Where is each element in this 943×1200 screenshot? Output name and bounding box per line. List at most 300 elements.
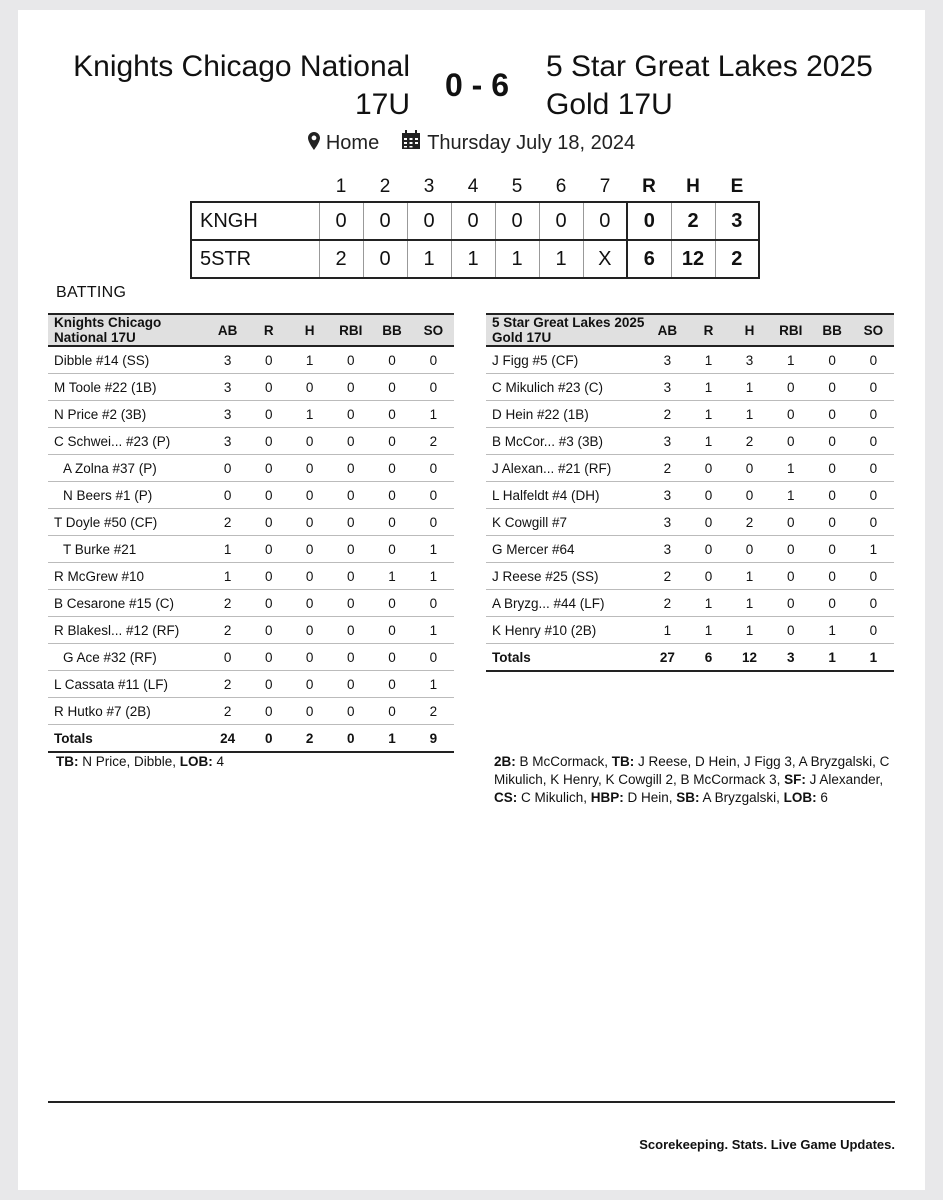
batter-stat: 0: [248, 644, 289, 671]
away-batting-notes: [56, 753, 446, 771]
batter-stat: 0: [330, 536, 371, 563]
line-score-cell: 6: [627, 240, 671, 278]
batter-stat: 2: [647, 563, 688, 590]
batting-stat-header: AB: [647, 314, 688, 346]
line-score-cell: 0: [407, 202, 451, 240]
batter-stat: 1: [770, 482, 811, 509]
line-score-team-abbr: 5STR: [191, 240, 319, 278]
batter-stat: 3: [207, 374, 248, 401]
batter-stat: 1: [770, 346, 811, 374]
note-text: D Hein,: [623, 790, 677, 805]
batter-stat: 0: [330, 482, 371, 509]
line-score-col-header: 5: [511, 176, 523, 197]
batter-stat: 1: [289, 346, 330, 374]
batter-stat: 0: [770, 401, 811, 428]
batter-stat: 0: [811, 509, 852, 536]
line-score-cell: 0: [451, 202, 495, 240]
batter-stat: 1: [207, 536, 248, 563]
batting-row: [48, 482, 454, 509]
batter-stat: 1: [688, 590, 729, 617]
batter-stat: 0: [688, 482, 729, 509]
footer-divider: [48, 1101, 895, 1103]
batting-stat-header: H: [729, 314, 770, 346]
totals-stat: 0: [248, 725, 289, 753]
line-score-cell: 2: [319, 240, 363, 278]
totals-stat: 12: [729, 644, 770, 672]
batting-row: [48, 346, 454, 374]
batter-stat: 0: [330, 671, 371, 698]
batter-stat: 0: [248, 374, 289, 401]
batter-stat: 0: [330, 644, 371, 671]
line-score-col-header: 4: [467, 176, 479, 197]
final-score: 0 - 6: [444, 67, 510, 103]
batter-stat: 0: [248, 401, 289, 428]
batter-stat: 3: [207, 346, 248, 374]
batter-stat: 0: [853, 509, 894, 536]
line-score-col-header: H: [686, 176, 700, 197]
batter-stat: 3: [647, 346, 688, 374]
batting-stat-header: R: [248, 314, 289, 346]
batter-name: N Price #2 (3B): [48, 401, 207, 428]
batter-stat: 0: [688, 509, 729, 536]
batter-stat: 0: [330, 401, 371, 428]
batter-stat: 3: [647, 509, 688, 536]
line-score-row: [191, 202, 759, 240]
batter-name: G Ace #32 (RF): [48, 644, 207, 671]
batter-stat: 1: [729, 563, 770, 590]
line-score-cell: 0: [495, 202, 539, 240]
batter-stat: 0: [770, 590, 811, 617]
batting-totals-row: [486, 644, 894, 672]
batting-totals-row: [48, 725, 454, 753]
note-text: C Mikulich,: [517, 790, 591, 805]
batter-name: L Halfeldt #4 (DH): [486, 482, 647, 509]
batter-stat: 0: [289, 482, 330, 509]
batting-stat-header: BB: [811, 314, 852, 346]
note-text: B McCormack,: [515, 754, 612, 769]
footer-tagline: Scorekeeping. Stats. Live Game Updates.: [639, 1137, 895, 1152]
batter-stat: 0: [330, 509, 371, 536]
batter-stat: 1: [371, 563, 412, 590]
batter-stat: 0: [811, 482, 852, 509]
batting-row: [486, 563, 894, 590]
batter-stat: 1: [413, 536, 454, 563]
line-score-table: [190, 173, 760, 279]
batter-stat: 0: [248, 698, 289, 725]
game-location: Home: [325, 132, 380, 154]
batter-stat: 2: [413, 428, 454, 455]
note-label: LOB:: [783, 790, 817, 805]
line-score-corner: [191, 173, 319, 202]
batting-row: [486, 374, 894, 401]
batter-stat: 2: [207, 617, 248, 644]
batting-row: [48, 536, 454, 563]
batter-name: D Hein #22 (1B): [486, 401, 647, 428]
batter-stat: 0: [811, 536, 852, 563]
batter-stat: 0: [853, 346, 894, 374]
batter-stat: 3: [207, 428, 248, 455]
line-score-header: [191, 173, 759, 202]
batting-stat-header: R: [688, 314, 729, 346]
batter-stat: 1: [688, 428, 729, 455]
batter-stat: 0: [770, 617, 811, 644]
totals-label: Totals: [486, 644, 647, 672]
batter-stat: 0: [289, 644, 330, 671]
batter-name: B Cesarone #15 (C): [48, 590, 207, 617]
totals-stat: 1: [853, 644, 894, 672]
batting-row: [48, 590, 454, 617]
line-score-cell: 3: [715, 202, 759, 240]
note-text: A Bryzgalski,: [699, 790, 784, 805]
batting-row: [48, 455, 454, 482]
batting-header-row: [48, 314, 454, 346]
note-label: SB:: [676, 790, 700, 805]
home-batting-table: [486, 313, 894, 672]
batter-stat: 0: [770, 563, 811, 590]
batter-name: J Alexan... #21 (RF): [486, 455, 647, 482]
line-score-col-header: E: [730, 176, 744, 197]
batting-header-row: [486, 314, 894, 346]
batter-stat: 0: [413, 644, 454, 671]
batter-stat: 0: [330, 455, 371, 482]
batter-name: B McCor... #3 (3B): [486, 428, 647, 455]
batting-row: [486, 590, 894, 617]
batter-name: T Burke #21: [48, 536, 207, 563]
batter-stat: 0: [688, 455, 729, 482]
batter-stat: 0: [853, 455, 894, 482]
batter-stat: 0: [330, 617, 371, 644]
line-score-col-header: 3: [423, 176, 435, 197]
batter-name: K Henry #10 (2B): [486, 617, 647, 644]
batter-stat: 1: [729, 590, 770, 617]
batter-name: R McGrew #10: [48, 563, 207, 590]
batting-stat-header: SO: [853, 314, 894, 346]
batting-row: [48, 428, 454, 455]
batter-stat: 1: [413, 671, 454, 698]
line-score-cell: 0: [539, 202, 583, 240]
home-batting-notes: [494, 753, 894, 807]
line-score-cell: 0: [627, 202, 671, 240]
batter-stat: 0: [207, 644, 248, 671]
line-score-cell: 1: [451, 240, 495, 278]
batter-stat: 0: [688, 536, 729, 563]
line-score-cell: 1: [407, 240, 451, 278]
batter-stat: 0: [248, 482, 289, 509]
batting-stat-header: H: [289, 314, 330, 346]
batter-stat: 0: [770, 428, 811, 455]
note-label: TB:: [611, 754, 635, 769]
batter-stat: 0: [413, 509, 454, 536]
game-date: Thursday July 18, 2024: [427, 132, 636, 154]
batter-stat: 2: [207, 509, 248, 536]
batting-section-title: BATTING: [56, 284, 127, 301]
batter-stat: 3: [647, 374, 688, 401]
batter-stat: 0: [289, 428, 330, 455]
note-text: J Alexander,: [805, 772, 884, 787]
totals-stat: 27: [647, 644, 688, 672]
batter-stat: 0: [371, 455, 412, 482]
line-score-team-abbr: KNGH: [191, 202, 319, 240]
batter-stat: 2: [207, 590, 248, 617]
line-score-col-header: 1: [335, 176, 347, 197]
batter-stat: 0: [729, 536, 770, 563]
line-score-cell: 0: [363, 240, 407, 278]
batter-stat: 0: [371, 509, 412, 536]
map-pin-icon: [308, 131, 320, 157]
batter-name: N Beers #1 (P): [48, 482, 207, 509]
batter-stat: 0: [248, 671, 289, 698]
batting-row: [48, 698, 454, 725]
batter-stat: 0: [289, 536, 330, 563]
batter-stat: 0: [853, 482, 894, 509]
away-team-name: Knights Chicago National 17U: [73, 50, 410, 121]
batter-stat: 0: [853, 428, 894, 455]
batter-stat: 0: [811, 455, 852, 482]
totals-stat: 6: [688, 644, 729, 672]
batter-stat: 0: [811, 563, 852, 590]
batter-stat: 0: [289, 617, 330, 644]
note-label: HBP:: [590, 790, 624, 805]
line-score-cell: 12: [671, 240, 715, 278]
batter-stat: 3: [207, 401, 248, 428]
batting-stat-header: AB: [207, 314, 248, 346]
batter-stat: 0: [371, 590, 412, 617]
batter-stat: 0: [413, 455, 454, 482]
note-label: CS:: [494, 790, 518, 805]
note-label: LOB:: [179, 754, 213, 769]
batting-stat-header: RBI: [770, 314, 811, 346]
batter-stat: 0: [289, 509, 330, 536]
totals-stat: 3: [770, 644, 811, 672]
calendar-icon: [401, 130, 421, 157]
away-batting-table: [48, 313, 454, 753]
note-label: 2B:: [494, 754, 516, 769]
line-score-cell: X: [583, 240, 627, 278]
batter-name: A Zolna #37 (P): [48, 455, 207, 482]
batter-stat: 0: [330, 374, 371, 401]
batter-stat: 0: [207, 482, 248, 509]
batting-team-header: 5 Star Great Lakes 2025 Gold 17U: [486, 314, 647, 346]
batting-stat-header: BB: [371, 314, 412, 346]
batting-row: [486, 401, 894, 428]
batting-row: [48, 563, 454, 590]
batter-stat: 3: [647, 482, 688, 509]
batter-stat: 0: [289, 374, 330, 401]
batter-stat: 1: [811, 617, 852, 644]
batting-row: [486, 482, 894, 509]
batter-stat: 0: [248, 509, 289, 536]
batter-stat: 1: [688, 374, 729, 401]
totals-stat: 1: [811, 644, 852, 672]
line-score-col-header: 6: [555, 176, 567, 197]
line-score-cell: 2: [715, 240, 759, 278]
note-label: SF:: [784, 772, 806, 787]
batter-stat: 0: [811, 590, 852, 617]
batting-row: [486, 617, 894, 644]
batter-stat: 1: [729, 374, 770, 401]
batter-stat: 0: [289, 455, 330, 482]
batter-stat: 0: [853, 563, 894, 590]
batter-stat: 0: [248, 563, 289, 590]
batter-stat: 0: [371, 617, 412, 644]
batter-stat: 0: [413, 346, 454, 374]
batter-stat: 0: [330, 428, 371, 455]
batter-name: Dibble #14 (SS): [48, 346, 207, 374]
batter-stat: 2: [207, 698, 248, 725]
game-meta: [18, 130, 925, 157]
batter-stat: 3: [729, 346, 770, 374]
batter-stat: 0: [853, 590, 894, 617]
batter-stat: 0: [729, 455, 770, 482]
batter-stat: 0: [371, 401, 412, 428]
batter-stat: 0: [289, 590, 330, 617]
batter-stat: 1: [688, 401, 729, 428]
batter-stat: 0: [207, 455, 248, 482]
batting-team-header: Knights Chicago National 17U: [48, 314, 207, 346]
batter-stat: 0: [853, 617, 894, 644]
totals-stat: 0: [330, 725, 371, 753]
note-text: 4: [212, 754, 225, 769]
batter-name: C Mikulich #23 (C): [486, 374, 647, 401]
batter-stat: 0: [371, 428, 412, 455]
batting-row: [48, 509, 454, 536]
batter-stat: 0: [729, 482, 770, 509]
line-score-cell: 0: [319, 202, 363, 240]
batter-stat: 0: [330, 346, 371, 374]
line-score-row: [191, 240, 759, 278]
batter-stat: 2: [413, 698, 454, 725]
batter-stat: 0: [248, 536, 289, 563]
batter-stat: 1: [413, 401, 454, 428]
line-score-col-header: 2: [379, 176, 391, 197]
batter-name: J Reese #25 (SS): [486, 563, 647, 590]
batter-name: J Figg #5 (CF): [486, 346, 647, 374]
batting-row: [48, 401, 454, 428]
batting-row: [48, 671, 454, 698]
batting-row: [486, 428, 894, 455]
batting-row: [486, 455, 894, 482]
line-score-cell: 2: [671, 202, 715, 240]
batter-stat: 0: [248, 346, 289, 374]
batter-stat: 0: [413, 482, 454, 509]
batter-name: K Cowgill #7: [486, 509, 647, 536]
batting-stat-header: SO: [413, 314, 454, 346]
batter-stat: 2: [729, 428, 770, 455]
batter-name: M Toole #22 (1B): [48, 374, 207, 401]
line-score-cell: 1: [495, 240, 539, 278]
batting-row: [486, 536, 894, 563]
note-label: TB:: [56, 754, 79, 769]
batter-stat: 0: [413, 590, 454, 617]
batter-name: L Cassata #11 (LF): [48, 671, 207, 698]
batter-stat: 0: [248, 455, 289, 482]
line-score-col-header: 7: [599, 176, 611, 197]
batter-stat: 1: [413, 617, 454, 644]
batter-stat: 2: [729, 509, 770, 536]
batter-name: C Schwei... #23 (P): [48, 428, 207, 455]
batter-stat: 1: [729, 401, 770, 428]
batter-name: R Hutko #7 (2B): [48, 698, 207, 725]
batter-name: A Bryzg... #44 (LF): [486, 590, 647, 617]
batting-row: [48, 644, 454, 671]
batter-stat: 0: [371, 374, 412, 401]
batter-name: T Doyle #50 (CF): [48, 509, 207, 536]
batter-stat: 0: [289, 671, 330, 698]
batter-stat: 0: [330, 590, 371, 617]
totals-stat: 9: [413, 725, 454, 753]
batter-stat: 0: [811, 401, 852, 428]
totals-stat: 1: [371, 725, 412, 753]
batter-stat: 0: [811, 346, 852, 374]
batter-stat: 1: [413, 563, 454, 590]
batter-stat: 1: [853, 536, 894, 563]
box-score-page: [18, 10, 925, 1190]
batter-stat: 0: [413, 374, 454, 401]
home-team-name: 5 Star Great Lakes 2025 Gold 17U: [546, 50, 873, 121]
batter-stat: 0: [770, 509, 811, 536]
batter-stat: 0: [770, 536, 811, 563]
batter-stat: 0: [371, 698, 412, 725]
totals-label: Totals: [48, 725, 207, 753]
batting-row: [48, 617, 454, 644]
totals-stat: 2: [289, 725, 330, 753]
batter-stat: 0: [330, 698, 371, 725]
batter-name: R Blakesl... #12 (RF): [48, 617, 207, 644]
batter-stat: 1: [647, 617, 688, 644]
batter-stat: 0: [770, 374, 811, 401]
batter-stat: 0: [248, 590, 289, 617]
note-text: 6: [816, 790, 828, 805]
batting-row: [486, 509, 894, 536]
batter-stat: 2: [207, 671, 248, 698]
batter-stat: 0: [371, 482, 412, 509]
totals-stat: 24: [207, 725, 248, 753]
batter-stat: 3: [647, 536, 688, 563]
batter-stat: 0: [811, 428, 852, 455]
line-score-cell: 1: [539, 240, 583, 278]
batting-row: [48, 374, 454, 401]
line-score-cell: 0: [363, 202, 407, 240]
note-text: N Price, Dibble,: [78, 754, 180, 769]
batter-stat: 0: [248, 428, 289, 455]
batter-stat: 1: [289, 401, 330, 428]
batter-stat: 0: [853, 401, 894, 428]
batter-stat: 0: [371, 671, 412, 698]
batter-stat: 1: [770, 455, 811, 482]
line-score-cell: 0: [583, 202, 627, 240]
batter-stat: 1: [688, 617, 729, 644]
batter-stat: 0: [811, 374, 852, 401]
batter-stat: 0: [248, 617, 289, 644]
batter-stat: 1: [729, 617, 770, 644]
batter-stat: 2: [647, 455, 688, 482]
batter-stat: 0: [330, 563, 371, 590]
batting-stat-header: RBI: [330, 314, 371, 346]
batter-stat: 0: [289, 563, 330, 590]
line-score-col-header: R: [642, 176, 656, 197]
batting-row: [486, 346, 894, 374]
batter-stat: 0: [371, 644, 412, 671]
note-text: J Reese, D Hein, J Figg 3, A Bryzgalski, C Mikulich, K Henry, K Cowgill 2, B McCormack 3,: [494, 754, 890, 787]
batter-stat: 3: [647, 428, 688, 455]
batter-stat: 1: [688, 346, 729, 374]
batter-stat: 0: [371, 346, 412, 374]
batter-stat: 0: [853, 374, 894, 401]
batter-stat: 2: [647, 401, 688, 428]
batter-name: G Mercer #64: [486, 536, 647, 563]
batter-stat: 0: [688, 563, 729, 590]
batter-stat: 0: [289, 698, 330, 725]
